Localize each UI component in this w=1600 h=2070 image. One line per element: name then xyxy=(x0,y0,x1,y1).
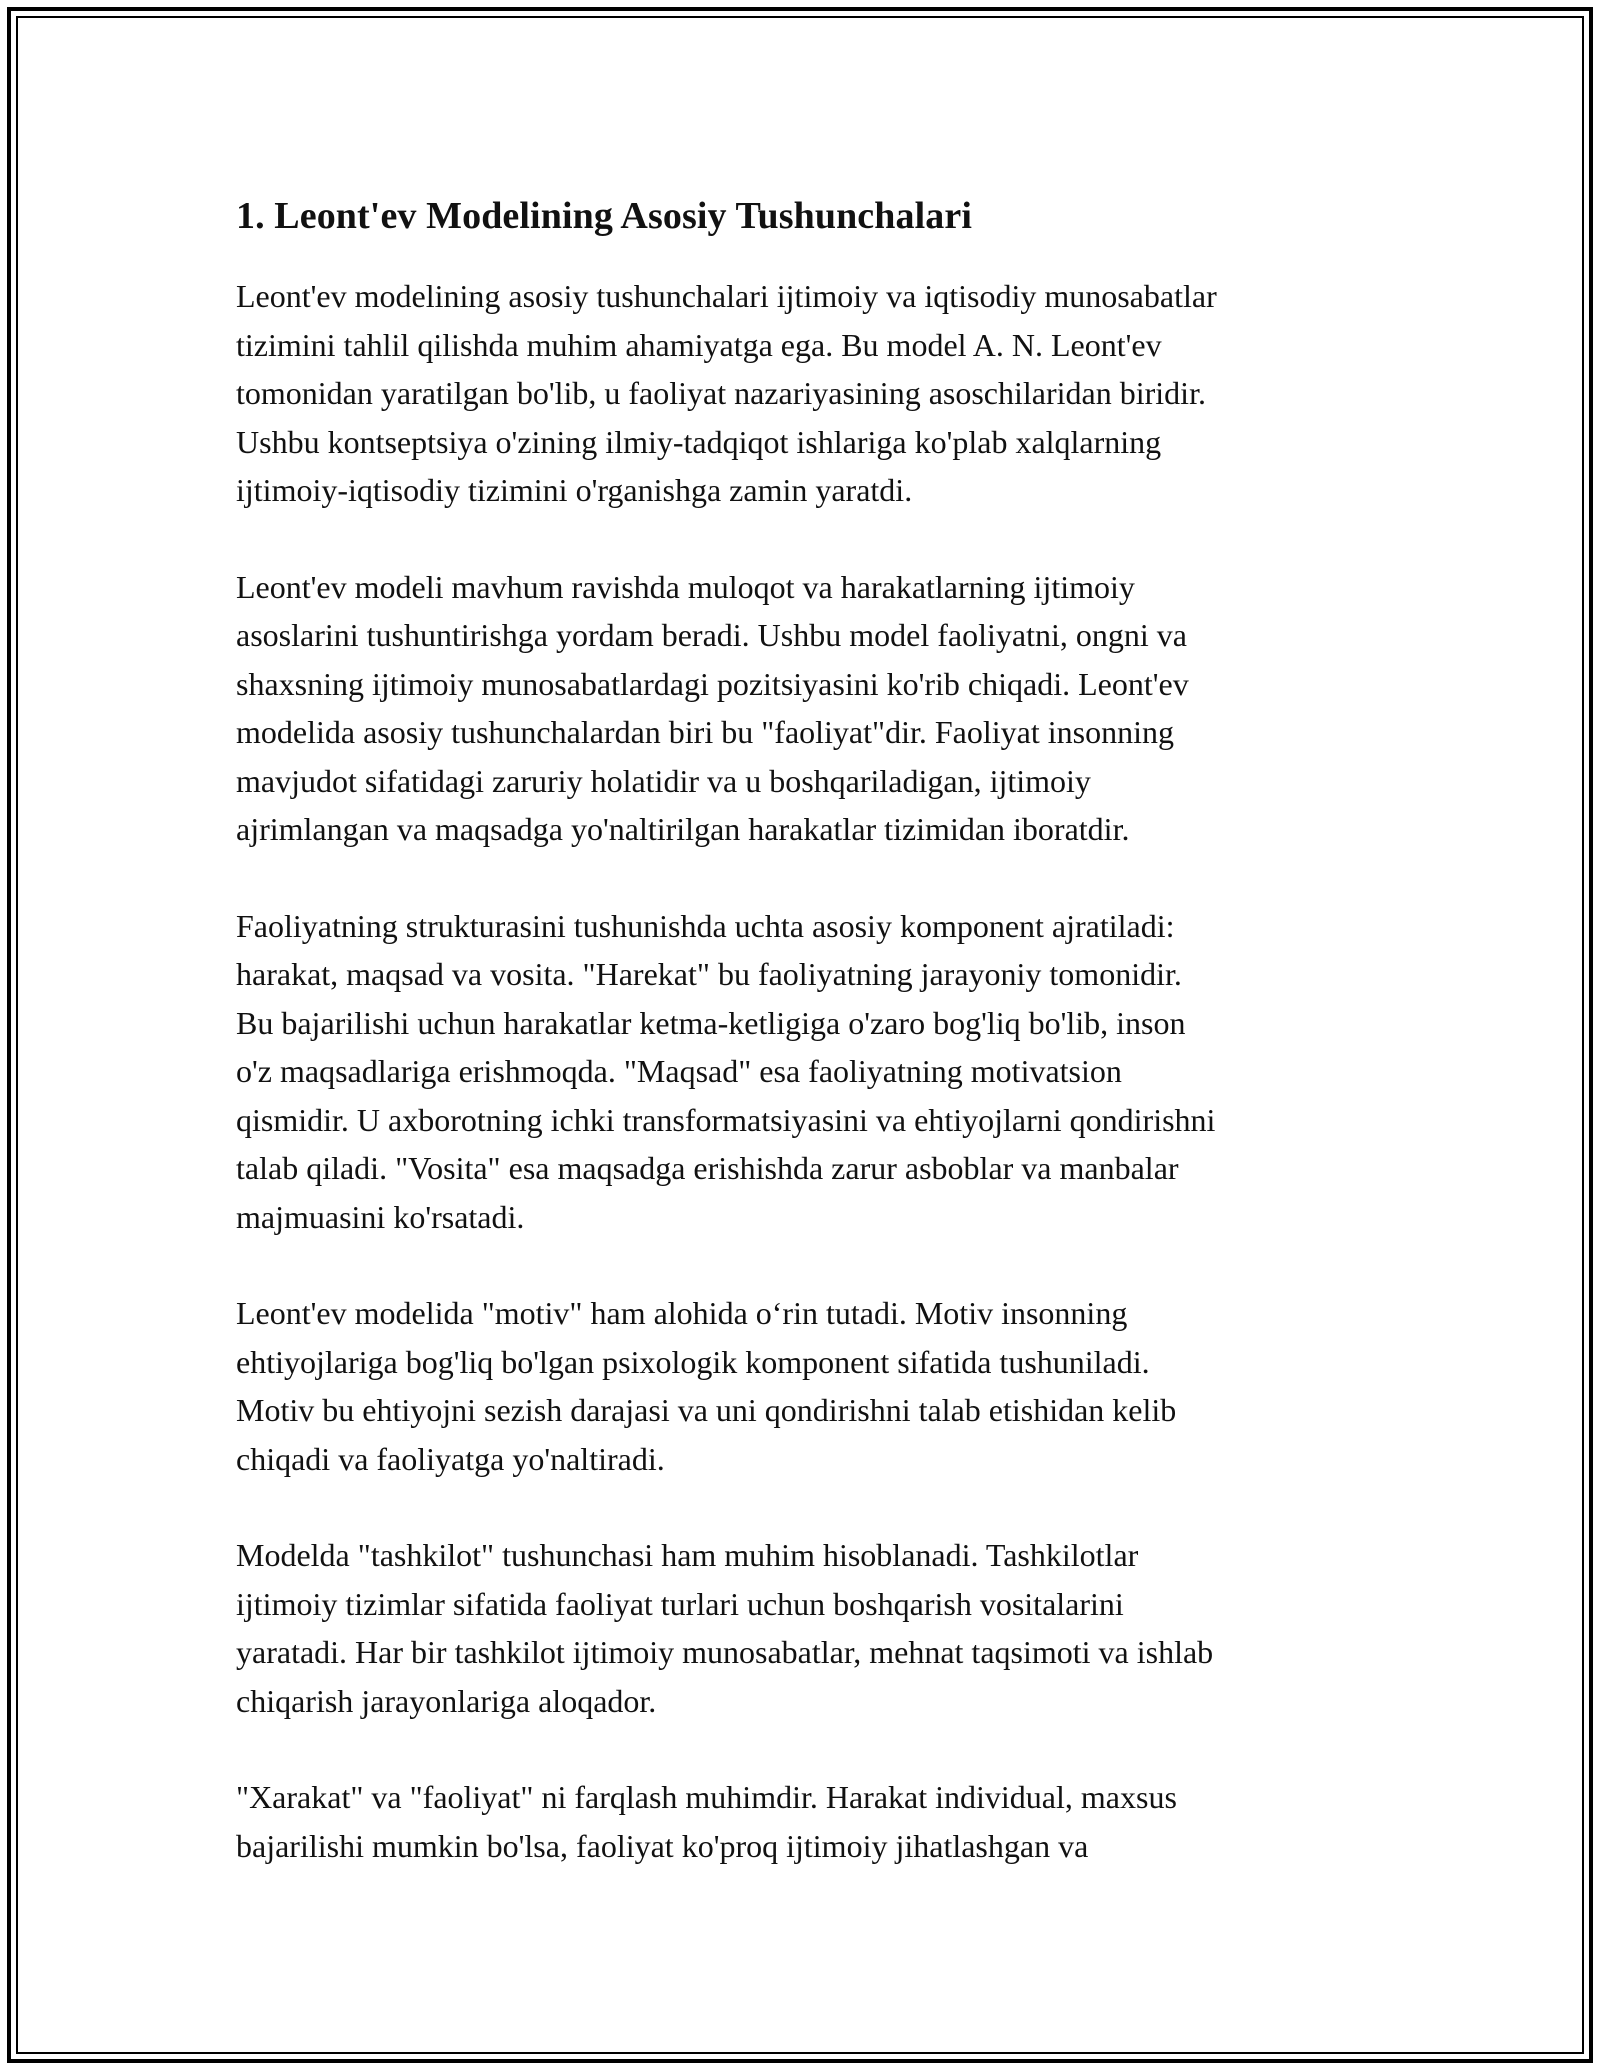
paragraph-3: Faoliyatning strukturasini tushunishda uchta asosiy komponent ajratiladi: harakat, maqsad va vosita. "Harekat" bu faoliyatning jarayoniy tomonidir. Bu bajarilishi uchun harakatlar ketma-ketligiga o'zaro bog'liq bo'lib, inson o'z maqsadlariga erishmoqda. "Maqsad" esa faoliyatning motivatsion qismidir. U axborotning ichki transformatsiyasini va ehtiyojlarni qondirishni talab qiladi. "Vosita" esa maqsadga erishishda zarur asboblar va manbalar majmuasini ko'rsatadi. xyxy=(236,907,1216,1235)
paragraph-6: "Xarakat" va "faoliyat" ni farqlash muhimdir. Harakat individual, maxsus bajarilishi mumkin bo'lsa, faoliyat ko'proq ijtimoiy jihatlashgan va xyxy=(236,1779,1177,1864)
paragraph-5: Modelda "tashkilot" tushunchasi ham muhim hisoblanadi. Tashkilotlar ijtimoiy tizimlar sifatida faoliyat turlari uchun boshqarish vositalarini yaratadi. Har bir tashkilot ijtimoiy munosabatlar, mehnat taqsimoti va ishlab chiqarish jarayonlariga aloqador. xyxy=(236,1537,1214,1719)
paragraph-4: Leont'ev modelida "motiv" ham alohida o‘rin tutadi. Motiv insonning ehtiyojlariga bog'liq bo'lgan psixologik komponent sifatida tushuniladi. Motiv bu ehtiyojni sezish darajasi va uni qondirishni talab etishidan kelib chiqadi va faoliyatga yo'naltiradi. xyxy=(236,1295,1177,1477)
section-heading: 1. Leont'ev Modelining Asosiy Tushunchalari xyxy=(236,195,972,237)
paragraph-1: Leont'ev modelining asosiy tushunchalari ijtimoiy va iqtisodiy munosabatlar tizimini tahlil qilishda muhim ahamiyatga ega. Bu model A. N. Leont'ev tomonidan yaratilgan bo'lib, u faoliyat nazariyasining asoschilaridan biridir. Ushbu kontseptsiya o'zining ilmiy-tadqiqot ishlariga ko'plab xalqlarning ijtimoiy-iqtisodiy tizimini o'rganishga zamin yaratdi. xyxy=(236,278,1217,508)
document-body xyxy=(236,188,1376,1918)
paragraph-2: Leont'ev modeli mavhum ravishda muloqot va harakatlarning ijtimoiy asoslarini tushuntirishga yordam beradi. Ushbu model faoliyatni, ongni va shaxsning ijtimoiy munosabatlardagi pozitsiyasini ko'rib chiqadi. Leont'ev modelida asosiy tushunchalardan biri bu "faoliyat"dir. Faoliyat insonning mavjudot sifatidagi zaruriy holatidir va u boshqariladigan, ijtimoiy ajrimlangan va maqsadga yo'naltirilgan harakatlar tizimidan iboratdir. xyxy=(236,568,1189,847)
